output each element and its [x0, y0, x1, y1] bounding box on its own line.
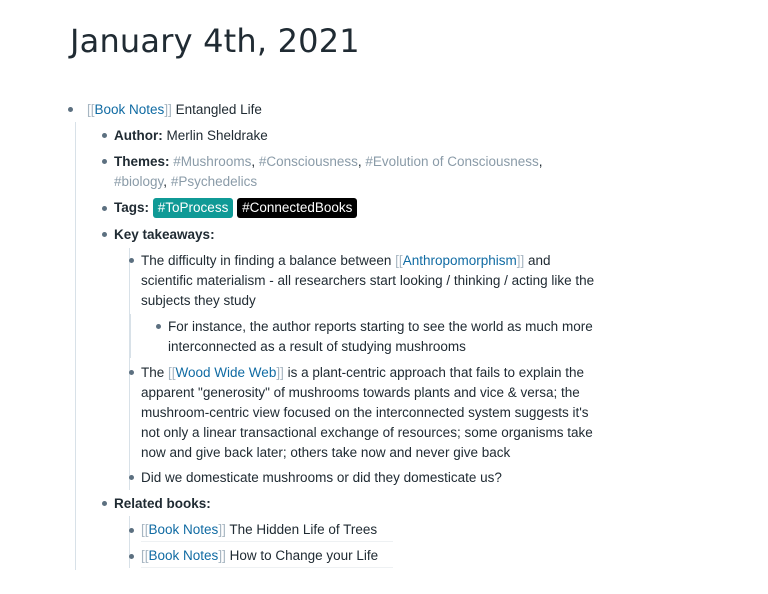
root-block[interactable]: [87, 100, 262, 120]
tag-pill-connectedbooks[interactable]: #ConnectedBooks: [237, 198, 357, 218]
author-block[interactable]: [114, 126, 268, 146]
takeaway-2-line5[interactable]: now and give back later; others take now and never give back: [141, 445, 511, 460]
tag-biology[interactable]: #biology: [114, 174, 164, 189]
bracket-open: [[: [87, 102, 95, 117]
bracket-open: [[: [141, 548, 149, 563]
page-link-anthropomorphism[interactable]: Anthropomorphism: [402, 253, 517, 268]
tags-block[interactable]: [114, 198, 357, 218]
separator: ,: [251, 154, 259, 169]
divider: [141, 541, 393, 542]
bullet[interactable]: [102, 133, 107, 138]
bracket-open: [[: [395, 253, 403, 268]
takeaway-2-line4[interactable]: not only a linear transactional exchange of resources; some organisms take: [141, 425, 593, 440]
themes-label: Themes:: [114, 154, 170, 169]
page-link-book-notes[interactable]: Book Notes: [148, 522, 219, 537]
indent-guide-takeaways: [129, 248, 130, 490]
themes-block[interactable]: Themes: #Mushrooms, #Consciousness, #Evolution of Consciousness,: [114, 154, 543, 169]
takeaway-3[interactable]: Did we domesticate mushrooms or did they domesticate us?: [141, 470, 502, 485]
separator: ,: [357, 154, 366, 169]
tag-consciousness[interactable]: #Consciousness: [258, 154, 358, 169]
takeaway-1-line3[interactable]: subjects they study: [141, 293, 256, 308]
bullet[interactable]: [102, 159, 107, 164]
takeaway-1[interactable]: [141, 251, 551, 271]
separator: ,: [163, 174, 171, 189]
page-link-book-notes[interactable]: Book Notes: [148, 548, 219, 563]
bullet[interactable]: [129, 554, 134, 559]
tag-evolution-of-consciousness[interactable]: #Evolution of Consciousness: [365, 154, 539, 169]
bullet[interactable]: [156, 324, 161, 329]
tag-psychedelics[interactable]: #Psychedelics: [170, 174, 258, 189]
bullet[interactable]: [102, 232, 107, 237]
bracket-close: ]]: [218, 522, 226, 537]
themes-block-line2[interactable]: [114, 172, 257, 192]
page-link-wood-wide-web[interactable]: Wood Wide Web: [175, 365, 277, 380]
block-text: How to Change your Life: [225, 548, 379, 563]
bracket-open: [[: [141, 522, 149, 537]
indent-guide-takeaway-child: [130, 314, 131, 358]
author-value: Merlin Sheldrake: [162, 128, 268, 143]
bracket-open: [[: [168, 365, 176, 380]
related-book-1[interactable]: [141, 520, 377, 540]
bracket-close: ]]: [516, 253, 525, 268]
bracket-close: ]]: [276, 365, 284, 380]
related-book-2[interactable]: [141, 546, 378, 566]
tag-pill-toprocess[interactable]: #ToProcess: [153, 198, 234, 218]
bullet[interactable]: [68, 107, 73, 112]
takeaway-2[interactable]: [141, 363, 584, 383]
related-label[interactable]: Related books:: [114, 496, 211, 511]
page-title[interactable]: January 4th, 2021: [70, 22, 360, 60]
tag-mushrooms[interactable]: #Mushrooms: [173, 154, 252, 169]
bullet[interactable]: [129, 475, 134, 480]
bullet[interactable]: [129, 258, 134, 263]
block-text: Entangled Life: [171, 102, 262, 117]
bullet[interactable]: [102, 501, 107, 506]
bullet[interactable]: [129, 528, 134, 533]
block-text: The Hidden Life of Trees: [225, 522, 378, 537]
page-link-book-notes[interactable]: Book Notes: [94, 102, 165, 117]
block-text: The difficulty in finding a balance between: [141, 253, 396, 268]
block-text: is a plant-centric approach that fails to explain the: [283, 365, 585, 380]
takeaway-2-line2[interactable]: apparent "generosity" of mushrooms towards plants and vice & versa; the: [141, 385, 580, 400]
block-text: The: [141, 365, 169, 380]
takeaways-label[interactable]: Key takeaways:: [114, 227, 215, 242]
divider: [141, 567, 393, 568]
bullet[interactable]: [102, 206, 107, 211]
indent-guide-related: [129, 516, 130, 568]
bracket-close: ]]: [164, 102, 172, 117]
bullet[interactable]: [129, 370, 134, 375]
takeaway-1-child-line2[interactable]: interconnected as a result of studying mushrooms: [168, 339, 466, 354]
takeaway-1-child[interactable]: For instance, the author reports starting to see the world as much more: [168, 319, 593, 334]
author-label: Author:: [114, 128, 163, 143]
block-text: and: [524, 253, 551, 268]
indent-guide-level1: [75, 122, 76, 570]
tags-label: Tags:: [114, 200, 150, 215]
takeaway-2-line3[interactable]: mushroom-centric view focused on the interconnected system suggests it's: [141, 405, 589, 420]
takeaway-1-line2[interactable]: scientific materialism - all researchers start looking / thinking / acting like the: [141, 273, 595, 288]
bracket-close: ]]: [218, 548, 226, 563]
